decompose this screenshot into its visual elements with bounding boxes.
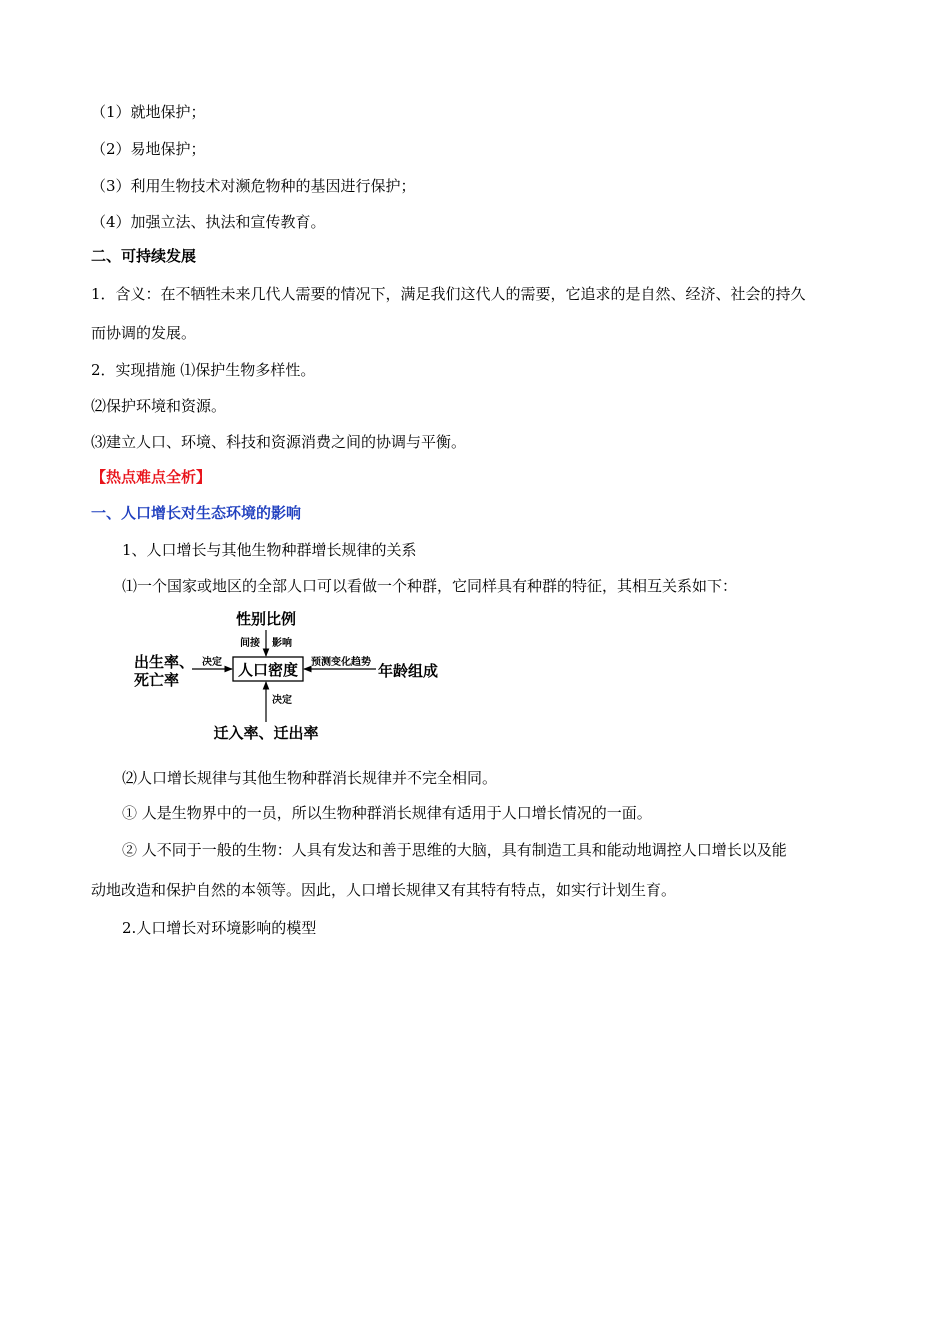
hot-topic-heading: 【热点难点全析】: [91, 468, 212, 486]
left-edge-label: 决定: [202, 657, 222, 668]
right-label: 年龄组成: [378, 662, 439, 680]
paragraph-measure-2: ⑵保护环境和资源。: [91, 397, 227, 415]
subheading-relation: 1、人口增长与其他生物种群增长规律的关系: [122, 541, 417, 559]
bottom-edge-label: 决定: [272, 695, 292, 706]
paragraph-measures: 2．实现措施 ⑴保护生物多样性。: [91, 361, 316, 379]
subheading-model: 2.人口增长对环境影响的模型: [122, 919, 317, 937]
paragraph-population-species: ⑴一个国家或地区的全部人口可以看做一个种群，它同样具有种群的特征，其相互关系如下：: [122, 577, 738, 595]
left-label-2: 死亡率: [134, 671, 180, 689]
list-item-gene-protection: （3）利用生物技术对濒危物种的基因进行保护；: [91, 177, 416, 195]
list-item-legislation: （4）加强立法、执法和宣传教育。: [91, 213, 326, 231]
paragraph-point-2: ② 人不同于一般的生物：人具有发达和善于思维的大脑，具有制造工具和能动地调控人口增长以及能: [122, 841, 787, 859]
paragraph-point-2-cont: 动地改造和保护自然的本领等。因此，人口增长规律又有其特有特点，如实行计划生育。: [91, 881, 677, 899]
center-label: 人口密度: [237, 661, 299, 679]
section-heading-sustainable: 二、可持续发展: [91, 247, 197, 265]
bottom-label: 迁入率、迁出率: [213, 724, 319, 742]
paragraph-definition-cont: 而协调的发展。: [91, 324, 197, 342]
list-item-in-situ: （1）就地保护；: [91, 103, 206, 121]
top-edge-right: 影响: [272, 638, 292, 649]
top-edge-left: 间接: [240, 638, 260, 649]
paragraph-point-1: ① 人是生物界中的一员，所以生物种群消长规律有适用于人口增长情况的一面。: [122, 804, 652, 822]
paragraph-growth-law: ⑵人口增长规律与其他生物种群消长规律并不完全相同。: [122, 769, 498, 787]
left-label-1: 出生率、: [134, 653, 195, 671]
list-item-ex-situ: （2）易地保护；: [91, 140, 206, 158]
population-density-diagram: [130, 606, 450, 746]
paragraph-definition: 1．含义：在不牺牲未来几代人需要的情况下，满足我们这代人的需要，它追求的是自然、经济、社会的持久: [91, 285, 806, 303]
topic-heading-population: 一、人口增长对生态环境的影响: [91, 504, 302, 522]
paragraph-measure-3: ⑶建立人口、环境、科技和资源消费之间的协调与平衡。: [91, 433, 467, 451]
right-edge-label: 预测变化趋势: [311, 657, 371, 668]
top-label: 性别比例: [235, 610, 297, 628]
diagram-svg: [130, 606, 450, 746]
